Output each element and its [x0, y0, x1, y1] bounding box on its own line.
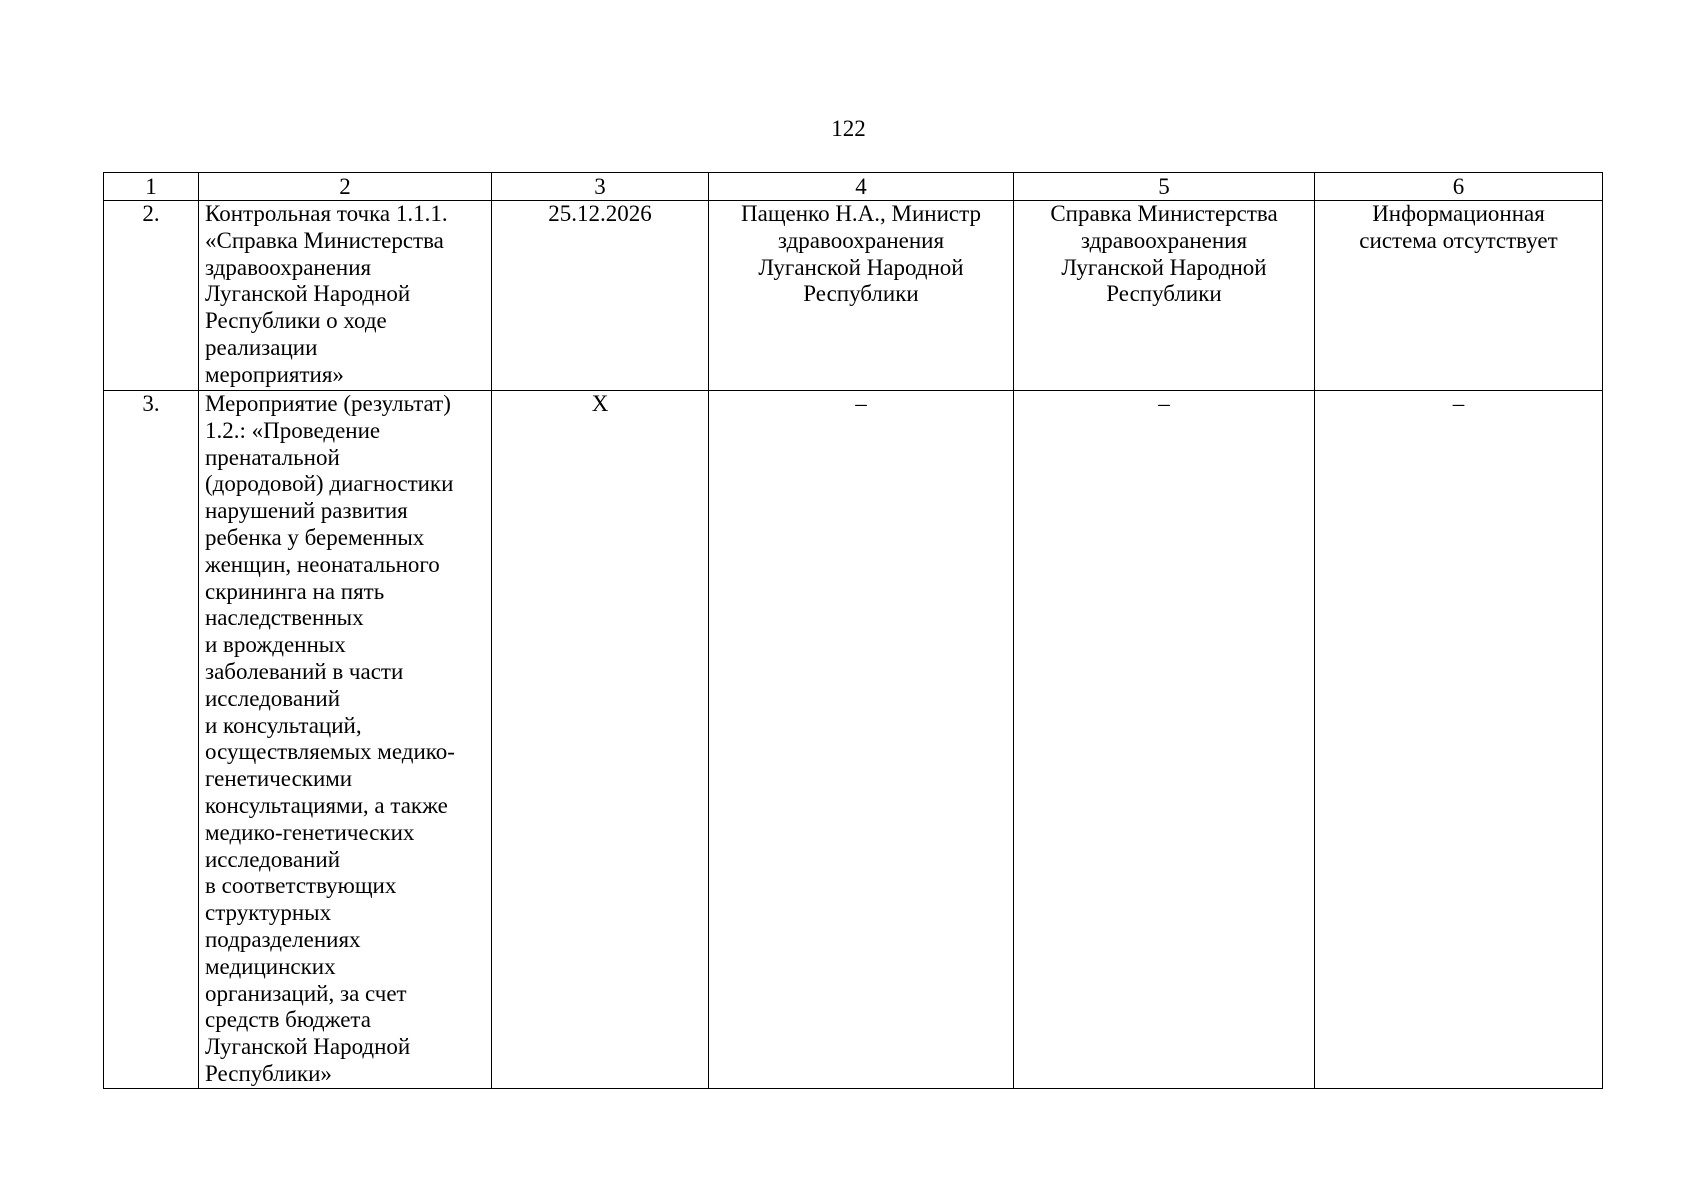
- row-info-system: Информационная система отсутствует: [1315, 201, 1603, 391]
- column-header: 6: [1315, 173, 1603, 201]
- control-points-table: [103, 172, 1603, 1089]
- column-header: 4: [709, 173, 1014, 201]
- row-responsible: –: [709, 391, 1014, 1089]
- table-header-row: [104, 173, 1603, 201]
- table-row: [104, 391, 1603, 1089]
- row-date: X: [492, 391, 709, 1089]
- row-info-system: –: [1315, 391, 1603, 1089]
- page-number: 122: [831, 116, 866, 141]
- column-header: 5: [1014, 173, 1315, 201]
- row-name: Мероприятие (результат) 1.2.: «Проведение пренатальной (дородовой) диагностики нарушений развития ребенка у беременных женщин, неонатального скрининга на пять наследственных и врожденных заболеваний в части исследований и консультаций, осуществляемых медико- генетическими консультациями, а также медико-генетических исследований в соответствующих структурных подразделениях медицинских организаций, за счет средств бюджета Луганской Народной Республики»: [199, 391, 492, 1089]
- row-responsible: Пащенко Н.А., Министр здравоохранения Луганской Народной Республики: [709, 201, 1014, 391]
- column-header: 2: [199, 173, 492, 201]
- row-date: 25.12.2026: [492, 201, 709, 391]
- column-header: 3: [492, 173, 709, 201]
- row-document: Справка Министерства здравоохранения Луганской Народной Республики: [1014, 201, 1315, 391]
- column-header: 1: [104, 173, 199, 201]
- table-row: [104, 201, 1603, 391]
- row-document: –: [1014, 391, 1315, 1089]
- row-name: Контрольная точка 1.1.1. «Справка Министерства здравоохранения Луганской Народной Республики о ходе реализации мероприятия»: [199, 201, 492, 391]
- row-number: 2.: [104, 201, 199, 391]
- row-number: 3.: [104, 391, 199, 1089]
